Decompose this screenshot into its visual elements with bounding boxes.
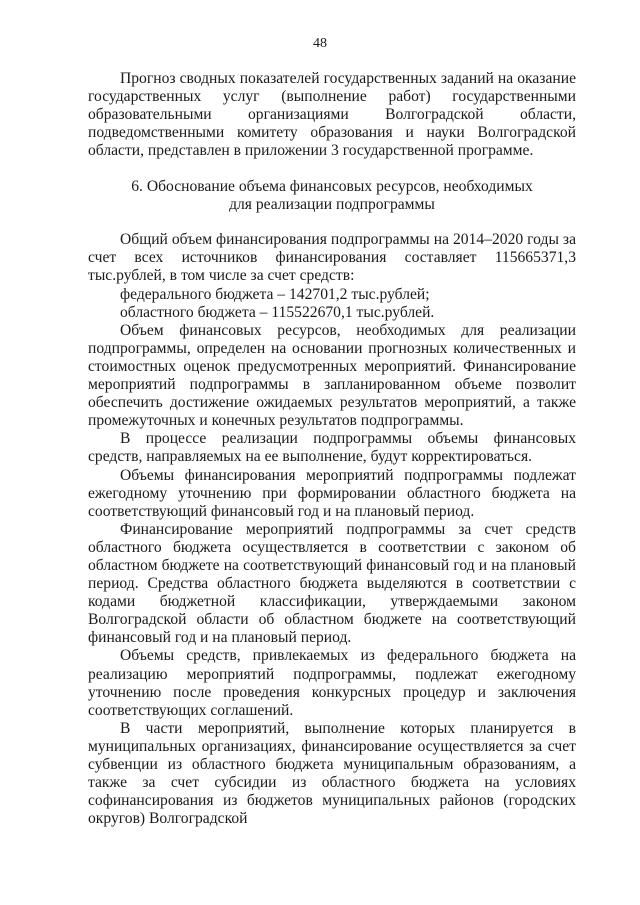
- total-funding-paragraph: Общий объем финансирования подпрограммы на 2014–2020 годы за счет всех источников финансирования составляет 115665371,3 тыс.рублей, в том числе за счет средств:: [88, 231, 576, 285]
- body-paragraph: Объем финансовых ресурсов, необходимых для реализации подпрограммы, определен на основании прогнозных количественных и стоимостных оценок предусмотренных мероприятий. Финансирование мероприятий подпрограммы в запланированном объеме позволит обеспечить достижение ожидаемых результатов мероприятий, а также промежуточных и конечных результатов подпрограммы.: [88, 321, 576, 430]
- body-paragraph: Объемы средств, привлекаемых из федерального бюджета на реализацию мероприятий подпрограммы, подлежат ежегодному уточнению после проведения конкурсных процедур и заключения соответствующих соглашений.: [88, 647, 576, 719]
- body-paragraph: Финансирование мероприятий подпрограммы за счет средств областного бюджета осуществляется в соответствии с законом об областном бюджете на соответствующий финансовый год и на плановый период. Средства областного бюджета выделяются в соответствии с кодами бюджетной классификации, утверждаемыми законом Волгоградской области об областном бюджете на соответствующий финансовый год и на плановый период.: [88, 520, 576, 647]
- federal-budget-line: федерального бюджета – 142701,2 тыс.рублей;: [120, 285, 430, 303]
- page-number: 48: [313, 36, 327, 51]
- body-paragraph: Объемы финансирования мероприятий подпрограммы подлежат ежегодному уточнению при формировании областного бюджета на соответствующий финансовый год и на плановый период.: [88, 466, 576, 520]
- section-heading-line-1: 6. Обоснование объема финансовых ресурсов, необходимых: [131, 178, 533, 196]
- section-heading-line-2: для реализации подпрограммы: [229, 195, 435, 213]
- document-body: [88, 70, 576, 828]
- section-heading: [88, 178, 576, 213]
- regional-budget-line: областного бюджета – 115522670,1 тыс.рублей.: [120, 303, 435, 321]
- body-paragraph: В процессе реализации подпрограммы объемы финансовых средств, направляемых на ее выполнение, будут корректироваться.: [88, 430, 576, 466]
- body-paragraph: В части мероприятий, выполнение которых планируется в муниципальных организациях, финансирование осуществляется за счет субвенции из областного бюджета муниципальным образованиям, а также за счет субсидии из областного бюджета на условиях софинансирования из бюджетов муниципальных районов (городских округов) Волгоградской: [88, 719, 576, 828]
- intro-paragraph: Прогноз сводных показателей государственных заданий на оказание государственных услуг (выполнение работ) государственными образовательными организациями Волгоградской области, подведомственными комитету образования и науки Волгоградской области, представлен в приложении 3 государственной программе.: [88, 70, 576, 160]
